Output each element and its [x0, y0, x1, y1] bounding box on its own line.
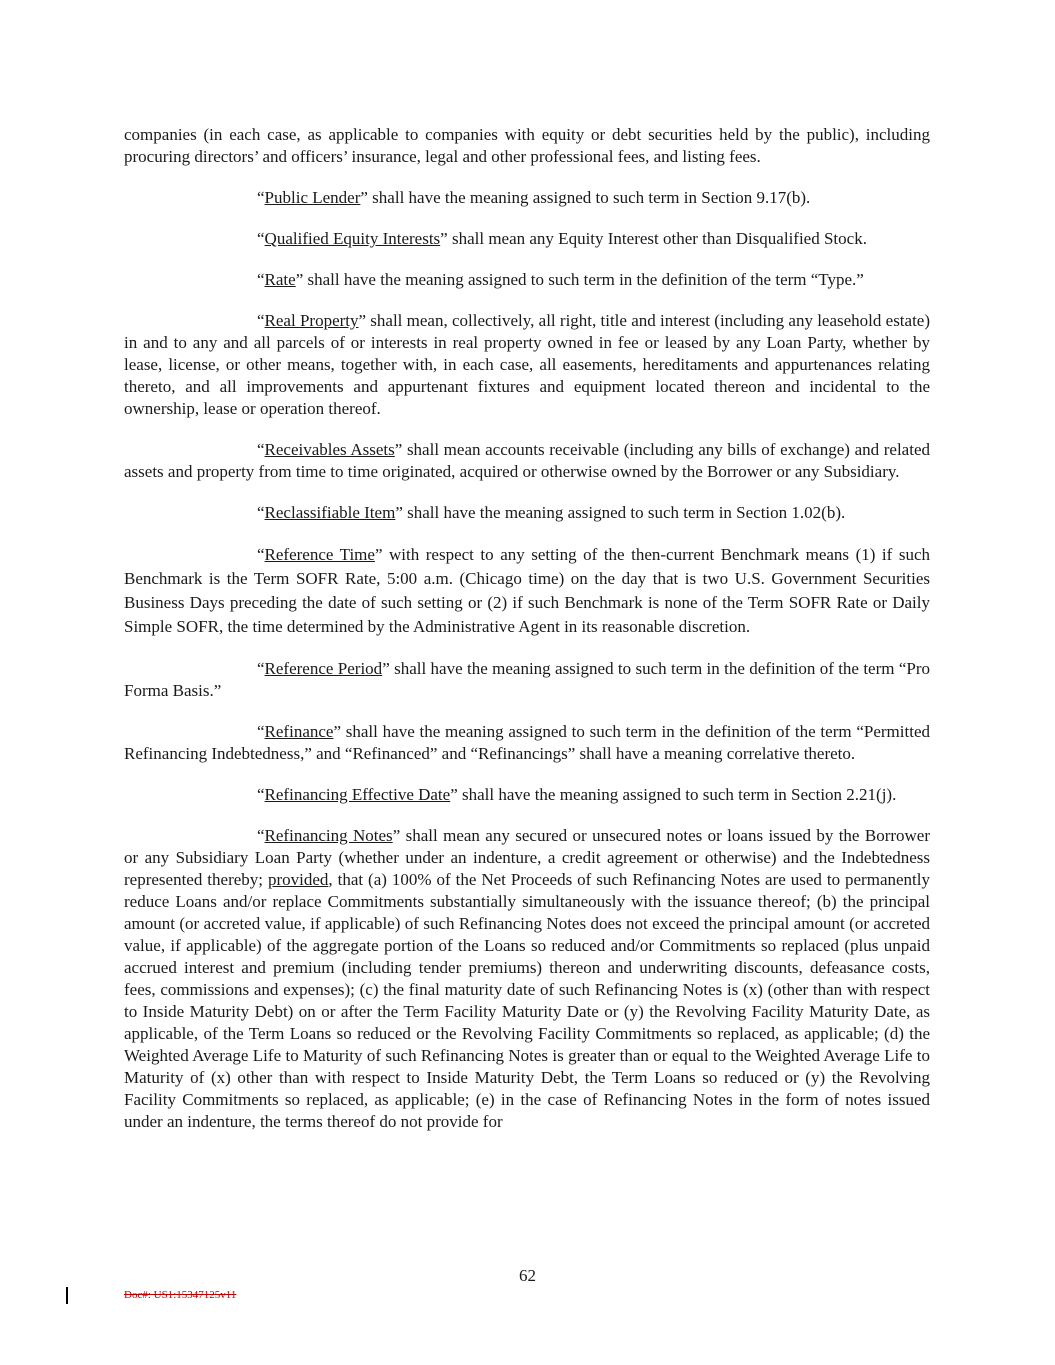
- defined-term: Public Lender: [264, 188, 361, 207]
- defined-term: Reference Time: [264, 545, 375, 564]
- open-quote: “: [257, 270, 265, 289]
- defined-term: Rate: [264, 270, 296, 289]
- open-quote: “: [257, 826, 265, 845]
- definition-text: ” shall have the meaning assigned to such term in Section 1.02(b).: [395, 503, 846, 522]
- definition-text: ” with respect to any setting of the then-current Benchmark means (1) if such Benchmark is the Term SOFR Rate, 5:00 a.m. (Chicago time) on the day that is two U.S. Government Securities Business Days preceding the date of such setting or (2) if such Benchmark is none of the Term SOFR Rate or Daily Simple SOFR, the time determined by the Administrative Agent in its reasonable discretion.: [124, 545, 930, 636]
- open-quote: “: [257, 188, 265, 207]
- definition-text: ” shall mean, collectively, all right, title and interest (including any leasehold estate) in and to any and all parcels of or interests in real property owned in fee or leased by any Loan Party, whether by lease, license, or other means, together with, in each case, all easements, hereditaments and appurtenances relating thereto, and all improvements and appurtenant fixtures and equipment located thereon and incidental to the ownership, lease or operation thereof.: [124, 311, 931, 418]
- definition-text: ” shall have the meaning assigned to such term in the definition of the term “Pro Forma Basis.”: [124, 659, 931, 700]
- definition-text-continued: , that (a) 100% of the Net Proceeds of such Refinancing Notes are used to permanently reduce Loans and/or replace Commitments substantially simultaneously with the issuance thereof; (b) the principal amount (or accreted value, if applicable) of such Refinancing Notes does not exceed the principal amount (or accreted value, if applicable) of the aggregate portion of the Loans so reduced and/or Commitments so replaced (plus unpaid accrued interest and premium (including tender premiums) thereon and underwriting discounts, defeasance costs, fees, commissions and expenses); (c) the final maturity date of such Refinancing Notes is (x) (other than with respect to Inside Maturity Debt) on or after the Term Facility Maturity Date or (y) the Revolving Facility Maturity Date, as applicable, of the Term Loans so reduced or the Revolving Facility Commitments so replaced, as applicable; (d) the Weighted Average Life to Maturity of such Refinancing Notes is greater than or equal to the Weighted Average Life to Maturity of (x) other than with respect to Inside Maturity Debt, the Term Loans so reduced or (y) the Revolving Facility Commitments so replaced, as applicable; (e) in the case of Refinancing Notes in the form of notes issued under an indenture, the terms thereof do not provide for: [124, 870, 930, 1131]
- definition-public-lender: [124, 187, 930, 209]
- page-number: 62: [519, 1266, 536, 1285]
- open-quote: “: [257, 545, 265, 564]
- definition-reclassifiable-item: [124, 502, 930, 524]
- definition-text: ” shall mean accounts receivable (including any bills of exchange) and related assets and property from time to time originated, acquired or otherwise owned by the Borrower or any Subsidiary.: [124, 440, 930, 481]
- defined-term: Refinancing Effective Date: [264, 785, 451, 804]
- definition-receivables-assets: [124, 439, 930, 483]
- definition-text: ” shall have the meaning assigned to such term in the definition of the term “Type.”: [295, 270, 864, 289]
- defined-term: Qualified Equity Interests: [264, 229, 441, 248]
- open-quote: “: [257, 311, 265, 330]
- definition-text: ” shall have the meaning assigned to such term in Section 2.21(j).: [450, 785, 897, 804]
- defined-term: Refinancing Notes: [264, 826, 393, 845]
- definition-reference-time: [124, 543, 930, 639]
- defined-term: Reclassifiable Item: [264, 503, 396, 522]
- definition-text: ” shall have the meaning assigned to such term in the definition of the term “Permitted Refinancing Indebtedness,” and “Refinanced” and “Refinancings” shall have a meaning correlative thereto.: [124, 722, 930, 763]
- document-id-footer: Doc#: US1:15347125v11: [124, 1289, 237, 1301]
- defined-term: Real Property: [264, 311, 359, 330]
- paragraph-continuation: companies (in each case, as applicable to companies with equity or debt securities held by the public), including procuring directors’ and officers’ insurance, legal and other professional fees, and listing fees.: [124, 125, 930, 166]
- open-quote: “: [257, 722, 265, 741]
- definition-text: ” shall mean any secured or unsecured notes or loans issued by the Borrower or any Subsidiary Loan Party (whether under an indenture, a credit agreement or otherwise) and the Indebtedness represented thereby;: [124, 826, 931, 889]
- definition-text: ” shall mean any Equity Interest other than Disqualified Stock.: [440, 229, 867, 248]
- defined-term: Receivables Assets: [264, 440, 395, 459]
- defined-term: Refinance: [264, 722, 334, 741]
- document-body: [124, 124, 930, 1152]
- definition-refinancing-notes: [124, 825, 930, 1133]
- definition-refinance: [124, 721, 930, 765]
- definition-refinancing-effective-date: [124, 784, 930, 806]
- open-quote: “: [257, 503, 265, 522]
- revision-change-bar: [66, 1287, 68, 1304]
- definition-real-property: [124, 310, 930, 420]
- definition-text: ” shall have the meaning assigned to such term in Section 9.17(b).: [360, 188, 811, 207]
- open-quote: “: [257, 229, 265, 248]
- open-quote: “: [257, 659, 265, 678]
- definition-rate: [124, 269, 930, 291]
- definition-qualified-equity-interests: [124, 228, 930, 250]
- definition-reference-period: [124, 658, 930, 702]
- defined-term: Reference Period: [264, 659, 383, 678]
- underlined-proviso: provided: [267, 870, 329, 889]
- open-quote: “: [257, 440, 265, 459]
- open-quote: “: [257, 785, 265, 804]
